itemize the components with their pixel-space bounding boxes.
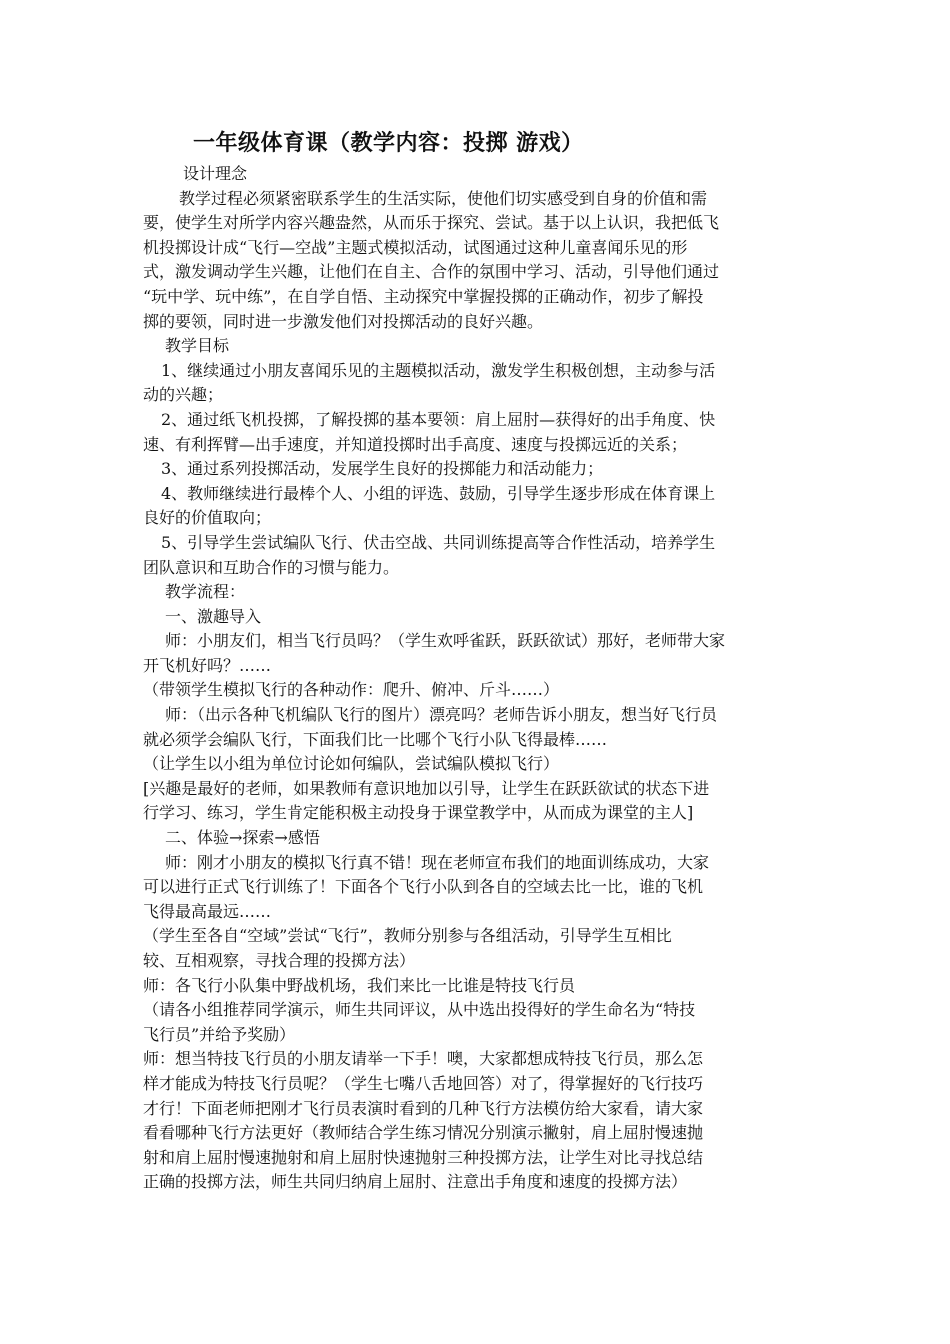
paragraph-line: 开飞机好吗？…… — [143, 655, 272, 675]
paragraph-line: 飞得最高最远…… — [143, 901, 272, 921]
paragraph-line: （学生至各自“空域”尝试“飞行”，教师分别参与各组活动，引导学生互相比 — [143, 926, 672, 946]
goal-item: 3、通过系列投掷活动，发展学生良好的投掷能力和活动能力； — [161, 459, 604, 479]
paragraph-line: （请各小组推荐同学演示，师生共同评议，从中选出投得好的学生命名为“特技 — [143, 1000, 696, 1020]
goal-item: 2、通过纸飞机投掷，了解投掷的基本要领：肩上屈肘—获得好的出手角度、快 — [161, 409, 716, 429]
section-heading-goals: 教学目标 — [165, 336, 230, 356]
paragraph-line: 师：刚才小朋友的模拟飞行真不错！现在老师宣布我们的地面训练成功，大家 — [165, 852, 710, 872]
paragraph-line: 正确的投掷方法，师生共同归纳肩上屈肘、注意出手角度和速度的投掷方法） — [143, 1172, 688, 1192]
goal-item-continuation: 团队意识和互助合作的习惯与能力。 — [143, 557, 400, 577]
commentary-line: 行学习、练习，学生肯定能积极主动投身于课堂教学中，从而成为课堂的主人] — [143, 803, 694, 823]
document-page — [143, 128, 807, 1195]
paragraph-line: 才行！下面老师把刚才飞行员表演时看到的几种飞行方法模仿给大家看，请大家 — [143, 1098, 704, 1118]
paragraph-line: 看看哪种飞行方法更好（教师结合学生练习情况分别演示撇射，肩上屈肘慢速抛 — [143, 1123, 704, 1143]
paragraph-line: （让学生以小组为单位讨论如何编队，尝试编队模拟飞行） — [143, 754, 560, 774]
document-title: 一年级体育课（教学内容：投掷 游戏） — [193, 130, 584, 156]
paragraph-line: 可以进行正式飞行训练了！下面各个飞行小队到各自的空域去比一比，谁的飞机 — [143, 877, 704, 897]
paragraph-line: 式，激发调动学生兴趣，让他们在自主、合作的氛围中学习、活动，引导他们通过 — [143, 262, 720, 282]
goal-item: 1、继续通过小朋友喜闻乐见的主题模拟活动，激发学生积极创想，主动参与活 — [161, 360, 716, 380]
paragraph-line: 教学过程必须紧密联系学生的生活实际，使他们切实感受到自身的价值和需 — [179, 188, 708, 208]
subsection-heading: 一、激趣导入 — [165, 606, 262, 626]
paragraph-line: 师：想当特技飞行员的小朋友请举一下手！噢，大家都想成特技飞行员，那么怎 — [143, 1049, 704, 1069]
paragraph-line: 要，使学生对所学内容兴趣盎然，从而乐于探究、尝试。基于以上认识，我把低飞 — [143, 213, 720, 233]
goal-item-continuation: 动的兴趣； — [143, 385, 224, 405]
paragraph-line: “玩中学、玩中练”，在自学自悟、主动探究中掌握投掷的正确动作，初步了解投 — [143, 286, 704, 306]
section-heading-flow: 教学流程： — [165, 582, 246, 602]
paragraph-line: 较、互相观察，寻找合理的投掷方法） — [143, 951, 416, 970]
paragraph-line: 样才能成为特技飞行员呢？（学生七嘴八舌地回答）对了，得掌握好的飞行技巧 — [143, 1073, 704, 1093]
subsection-heading: 二、体验→探索→感悟 — [165, 828, 320, 848]
goal-item-continuation: 速、有利挥臂—出手速度，并知道投掷时出手高度、速度与投掷远近的关系； — [143, 434, 688, 454]
paragraph-line: 飞行员”并给予奖励） — [143, 1024, 296, 1044]
paragraph-line: 师：各飞行小队集中野战机场，我们来比一比谁是特技飞行员 — [143, 975, 576, 995]
goal-item-continuation: 良好的价值取向； — [143, 508, 272, 528]
paragraph-line: 机投掷设计成“飞行—空战”主题式模拟活动，试图通过这种儿童喜闻乐见的形 — [143, 237, 688, 257]
paragraph-line: 掷的要领，同时进一步激发他们对投掷活动的良好兴趣。 — [143, 311, 544, 331]
section-heading-design: 设计理念 — [183, 164, 248, 183]
paragraph-line: （带领学生模拟飞行的各种动作：爬升、俯冲、斤斗……） — [143, 680, 560, 700]
paragraph-line: 师：（出示各种飞机编队飞行的图片）漂亮吗？老师告诉小朋友，想当好飞行员 — [165, 705, 718, 725]
goal-item: 4、教师继续进行最棒个人、小组的评选、鼓励，引导学生逐步形成在体育课上 — [161, 483, 716, 503]
goal-item: 5、引导学生尝试编队飞行、伏击空战、共同训练提高等合作性活动，培养学生 — [161, 532, 716, 552]
paragraph-line: 就必须学会编队飞行，下面我们比一比哪个飞行小队飞得最棒…… — [143, 729, 608, 749]
paragraph-line: 射和肩上屈肘慢速抛射和肩上屈肘快速抛射三种投掷方法，让学生对比寻找总结 — [143, 1147, 704, 1167]
commentary-line: [兴趣是最好的老师，如果教师有意识地加以引导，让学生在跃跃欲试的状态下进 — [143, 778, 710, 798]
paragraph-line: 师：小朋友们，相当飞行员吗？（学生欢呼雀跃，跃跃欲试）那好，老师带大家 — [165, 631, 726, 651]
